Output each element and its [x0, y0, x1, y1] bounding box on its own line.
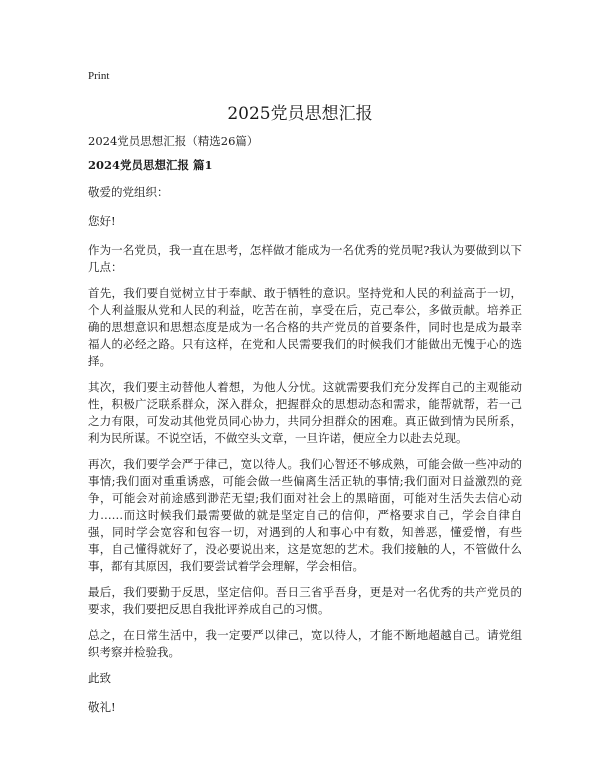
greeting: 您好! — [88, 214, 116, 228]
closing-salute: 敬礼! — [88, 700, 116, 714]
paragraph-first: 首先，我们要自觉树立甘于奉献、敢于牺牲的意识。坚持党和人民的利益高于一切，个人利益服从党和人民的利益，吃苦在前，享受在后，克己奉公，多做贡献。培养正确的思想意识和思想态度是成为一名合格的共产党员的首要条件，同时也是成为最幸福人的必经之路。只有这样，在党和人民需要我们的时候我们才能做出无愧于心的选择。 — [88, 286, 522, 368]
closing-line: 此致 — [88, 671, 111, 685]
document-body — [88, 133, 522, 728]
paragraph-intro: 作为一名党员，我一直在思考，怎样做才能成为一名优秀的党员呢?我认为要做到以下几点： — [88, 243, 522, 274]
paragraph-second: 其次，我们要主动替他人着想，为他人分忧。这就需要我们充分发挥自己的主观能动性，积极广泛联系群众，深入群众，把握群众的思想动态和需求，能帮就帮，若一己之力有限，可发动其他党员同心协力，共同分担群众的困难。真正做到情为民所系，利为民所谋。不说空话，不做空头文章，一旦许诺，便应全力以赴去兑现。 — [88, 380, 522, 445]
print-label[interactable]: Print — [88, 70, 110, 82]
salutation: 敬爱的党组织： — [88, 185, 169, 199]
section-heading: 2024党员思想汇报 篇1 — [88, 158, 213, 172]
paragraph-conclusion: 总之，在日常生活中，我一定要严以律己，宽以待人，才能不断地超越自己。请党组织考察并检验我。 — [88, 628, 522, 659]
paragraph-third: 再次，我们要学会严于律己，宽以待人。我们心智还不够成熟，可能会做一些冲动的事情;我们面对重重诱惑，可能会做一些偏离生活正轨的事情;我们面对日益激烈的竞争，可能会对前途感到渺茫无望;我们面对社会上的黑暗面，可能对生活失去信心动力……而这时候我们最需要做的就是坚定自己的信仰，严格要求自己，学会自律自强，同时学会宽容和包容一切，对遇到的人和事心中有数，知善恶，懂爱憎，有些事，自己懂得就好了，没必要说出来，这是宽恕的艺术。我们接触的人，不管做什么事，都有其原因，我们要尝试着学会理解，学会相信。 — [88, 457, 522, 573]
document-subtitle: 2024党员思想汇报（精选26篇） — [88, 134, 259, 148]
document-title: 2025党员思想汇报 — [227, 104, 373, 124]
paragraph-last: 最后，我们要勤于反思，坚定信仰。吾日三省乎吾身，更是对一名优秀的共产党员的要求，我们要把反思自我批评养成自己的习惯。 — [88, 585, 522, 616]
